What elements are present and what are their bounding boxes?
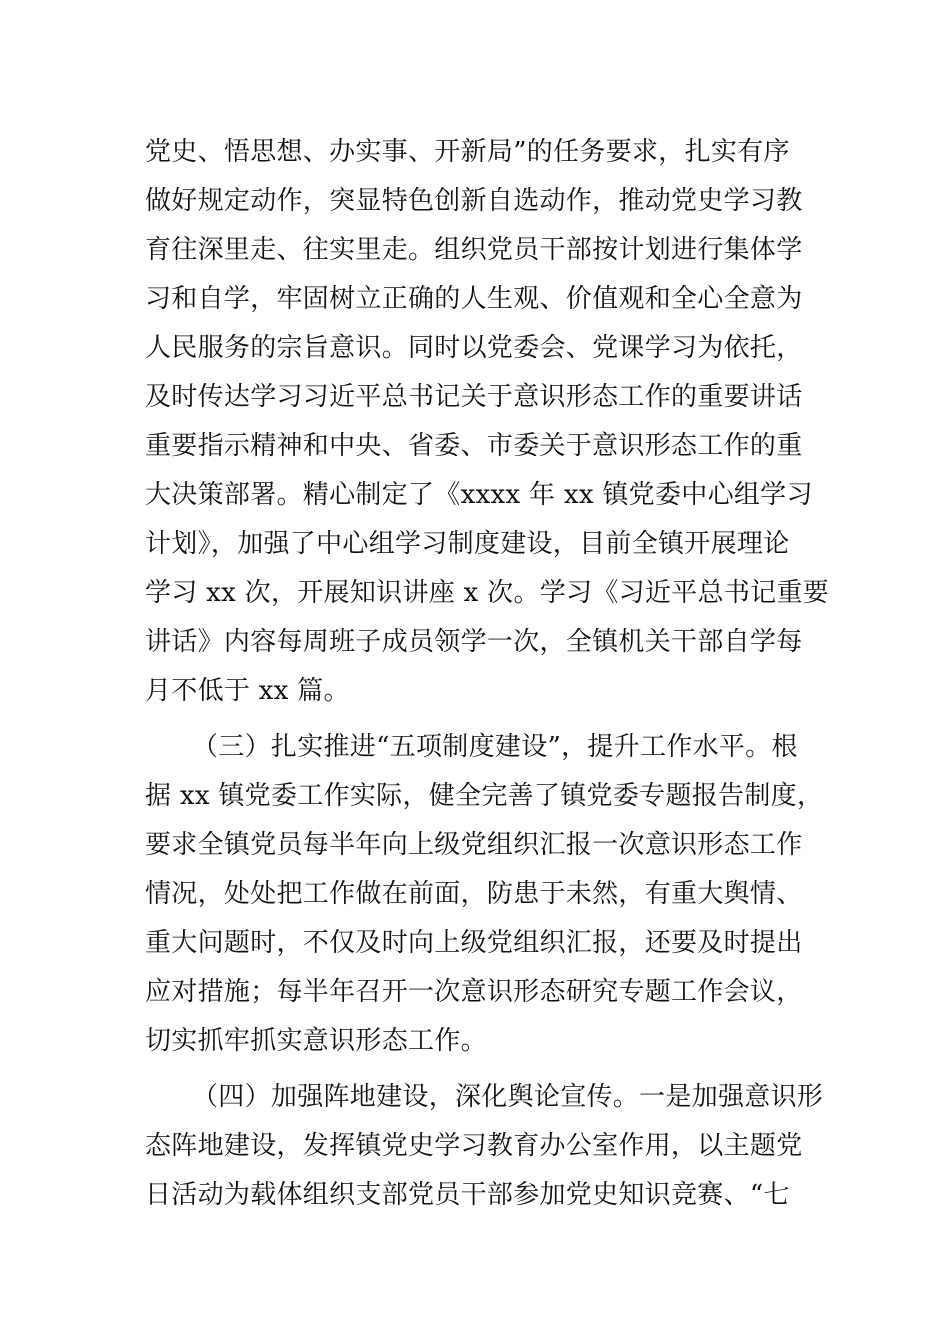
text-line: 情况，处处把工作做在前面，防患于未然，有重大舆情、	[145, 879, 803, 909]
text-line: 重要指示精神和中央、省委、市委关于意识形态工作的重	[145, 431, 803, 461]
paragraph-five-systems	[145, 723, 824, 1066]
text-line: 据 xx 镇党委工作实际，健全完善了镇党委专题报告制度，	[145, 781, 824, 811]
text-line: （四）加强阵地建设，深化舆论宣传。一是加强意识形	[192, 1082, 824, 1112]
text-line: 月不低于 xx 篇。	[145, 676, 350, 706]
text-line: 党史、悟思想、办实事、开新局”的任务要求，扎实有序	[145, 137, 790, 167]
text-line: 重大问题时，不仅及时向上级党组织汇报，还要及时提出	[145, 928, 803, 958]
paragraph-gap	[145, 1066, 807, 1073]
text-line: 习和自学，牢固树立正确的人生观、价值观和全心全意为	[145, 284, 803, 314]
paragraph-study-plan	[145, 128, 830, 716]
text-line: 学习 xx 次，开展知识讲座 x 次。学习《习近平总书记重要	[145, 578, 830, 608]
text-line: 态阵地建设，发挥镇党史学习教育办公室作用，以主题党	[145, 1131, 803, 1161]
paragraph-gap	[145, 716, 807, 723]
text-line: 应对措施；每半年召开一次意识形态研究专题工作会议，	[145, 977, 803, 1007]
text-line: 要求全镇党员每半年向上级党组织汇报一次意识形态工作	[145, 830, 803, 860]
text-line: （三）扎实推进“五项制度建设”，提升工作水平。根	[192, 732, 798, 762]
text-line: 日活动为载体组织支部党员干部参加党史知识竞赛、“七	[145, 1180, 790, 1210]
paragraph-positions	[145, 1073, 824, 1220]
text-line: 切实抓牢抓实意识形态工作。	[145, 1026, 487, 1056]
text-line: 讲话》内容每周班子成员领学一次，全镇机关干部自学每	[145, 627, 803, 657]
text-line: 大决策部署。精心制定了《xxxx 年 xx 镇党委中心组学习	[145, 480, 813, 510]
text-line: 及时传达学习习近平总书记关于意识形态工作的重要讲话	[145, 382, 803, 412]
text-line: 人民服务的宗旨意识。同时以党委会、党课学习为依托，	[145, 333, 803, 363]
text-line: 计划》，加强了中心组学习制度建设，目前全镇开展理论	[145, 529, 790, 559]
document-body	[145, 128, 830, 1220]
text-line: 育往深里走、往实里走。组织党员干部按计划进行集体学	[145, 235, 803, 265]
text-line: 做好规定动作，突显特色创新自选动作，推动党史学习教	[145, 186, 803, 216]
